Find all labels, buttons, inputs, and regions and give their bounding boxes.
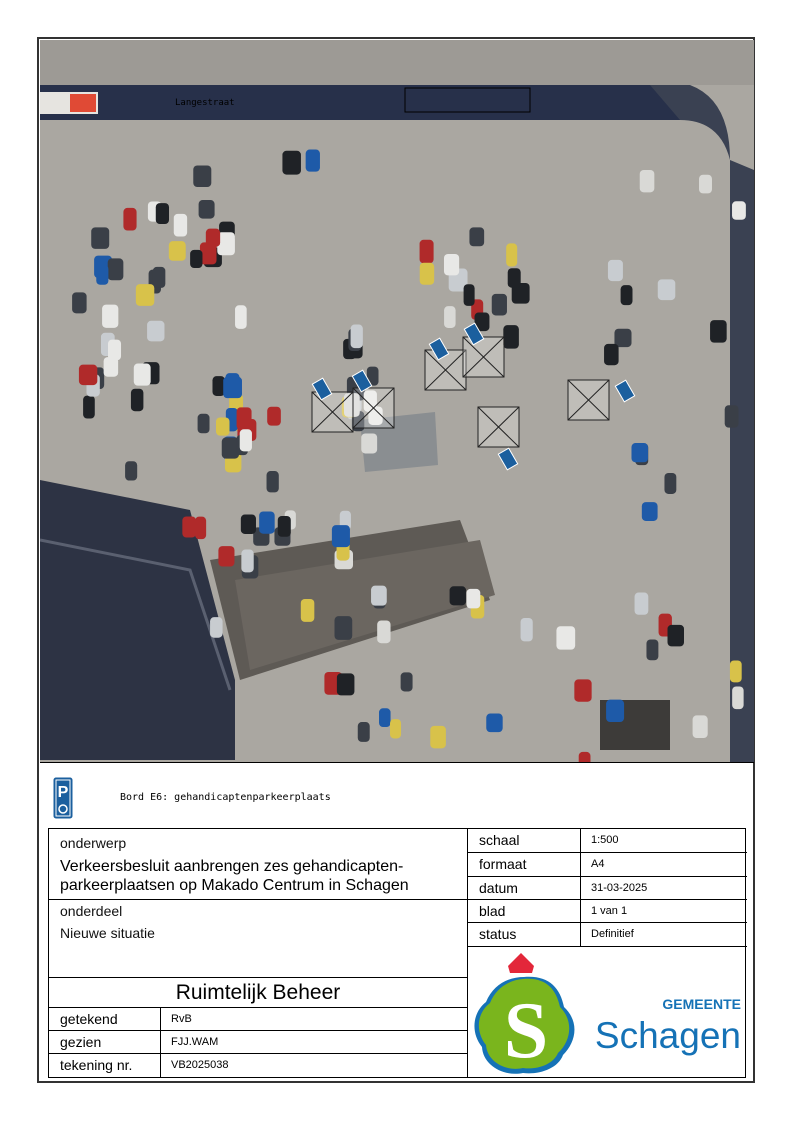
row-label-cell	[49, 1054, 161, 1078]
parked-car	[361, 433, 377, 453]
parked-car	[216, 417, 230, 435]
parked-car	[390, 719, 401, 738]
meta-label-cell	[468, 853, 581, 877]
department-cell	[49, 978, 468, 1008]
parked-car	[377, 620, 390, 643]
parked-car	[579, 752, 591, 762]
meta-value: A4	[591, 858, 605, 870]
parked-car	[469, 227, 484, 246]
parked-car	[640, 170, 655, 192]
parked-car	[182, 516, 196, 537]
meta-label: status	[479, 926, 517, 942]
parked-car	[450, 586, 466, 605]
meta-label: schaal	[479, 832, 520, 848]
parked-car	[693, 715, 708, 738]
parked-car	[664, 473, 676, 494]
parked-car	[83, 396, 95, 419]
row-label: gezien	[60, 1034, 102, 1050]
gemeente-schagen-logo	[468, 947, 746, 1078]
parked-car	[108, 340, 121, 361]
parked-car	[635, 593, 649, 615]
onderwerp-label: onderwerp	[60, 835, 127, 851]
parked-car	[335, 616, 353, 640]
parked-car	[337, 673, 355, 695]
parked-car	[658, 279, 676, 300]
row-value-cell	[161, 1031, 468, 1054]
disabled-parking-space	[463, 337, 504, 377]
meta-label-cell	[468, 923, 581, 947]
parked-car	[379, 708, 391, 727]
disabled-parking-space	[353, 388, 394, 428]
meta-label: formaat	[479, 856, 527, 872]
parked-car	[147, 321, 164, 342]
parked-car	[102, 305, 118, 328]
parked-car	[420, 240, 434, 264]
onderdeel-cell	[49, 900, 468, 978]
parked-car	[222, 438, 239, 459]
e6-disabled-parking-sign-icon	[53, 777, 73, 819]
meta-value-cell	[581, 829, 747, 853]
parked-car	[332, 525, 350, 547]
parked-car	[556, 626, 575, 649]
meta-label-cell	[468, 829, 581, 853]
parked-car	[646, 639, 658, 660]
row-label: getekend	[60, 1011, 118, 1027]
parked-car	[506, 243, 517, 266]
svg-text:S: S	[503, 987, 549, 1075]
meta-label-cell	[468, 900, 581, 923]
parked-car	[301, 599, 315, 622]
parked-car	[134, 364, 151, 386]
parked-car	[351, 325, 363, 349]
row-label-cell	[49, 1008, 161, 1031]
parked-car	[444, 306, 456, 328]
parked-car	[508, 268, 521, 287]
meta-value-cell	[581, 900, 747, 923]
parked-car	[108, 258, 124, 280]
parked-car	[699, 175, 712, 194]
parked-car	[195, 517, 206, 539]
parked-car	[123, 208, 136, 231]
parked-car	[401, 672, 413, 691]
logo-line-1: GEMEENTE	[662, 996, 741, 1012]
onderwerp-cell	[49, 829, 468, 900]
parked-car	[235, 305, 247, 329]
meta-value-cell	[581, 923, 747, 947]
parked-car	[96, 265, 108, 285]
parked-car	[193, 165, 211, 187]
parked-car	[259, 511, 275, 533]
row-label-cell	[49, 1031, 161, 1054]
row-value-cell	[161, 1054, 468, 1078]
parked-car	[79, 365, 97, 385]
parked-car	[725, 405, 739, 427]
parked-car	[267, 407, 281, 426]
parked-car	[732, 686, 743, 709]
parked-car	[604, 344, 619, 365]
parked-car	[732, 201, 746, 219]
meta-label: blad	[479, 903, 506, 919]
meta-value: 1:500	[591, 834, 619, 846]
aerial-map	[40, 40, 754, 762]
legend	[40, 762, 754, 829]
meta-value: Definitief	[591, 928, 634, 940]
disabled-parking-space	[568, 380, 609, 420]
parked-car	[358, 722, 370, 742]
meta-label: datum	[479, 880, 518, 896]
parked-car	[131, 389, 143, 412]
parked-car	[486, 714, 502, 733]
meta-value: 31-03-2025	[591, 882, 648, 894]
parked-car	[267, 471, 279, 492]
parked-car	[521, 618, 533, 641]
title-block	[48, 828, 746, 1078]
row-value: FJJ.WAM	[171, 1036, 219, 1048]
row-value-cell	[161, 1008, 468, 1031]
svg-text:P: P	[57, 784, 69, 801]
row-value: RvB	[171, 1013, 192, 1025]
parked-car	[199, 200, 215, 219]
parked-car	[503, 325, 519, 348]
parked-car	[212, 376, 224, 396]
parked-car	[156, 203, 169, 224]
subject-line-2: parkeerplaatsen op Makado Centrum in Schagen	[60, 877, 409, 894]
parked-car	[91, 227, 109, 249]
meta-value: 1 van 1	[591, 905, 628, 917]
parked-car	[278, 516, 291, 537]
parked-car	[241, 550, 253, 573]
parked-car	[72, 292, 87, 313]
aerial-photo	[40, 40, 754, 762]
meta-label-cell	[468, 877, 581, 900]
parked-car	[306, 150, 320, 172]
parked-car	[169, 241, 186, 261]
disabled-parking-space	[478, 407, 519, 447]
parked-car	[614, 329, 631, 347]
parked-car	[241, 515, 256, 534]
parked-car	[190, 250, 202, 268]
parked-car	[136, 284, 154, 306]
department-name: Ruimtelijk Beheer	[175, 981, 341, 1004]
parked-car	[240, 429, 252, 451]
parked-car	[198, 414, 210, 433]
parked-car	[444, 254, 459, 275]
meta-value-cell	[581, 877, 747, 900]
parked-car	[710, 320, 727, 343]
parked-car	[125, 461, 137, 480]
parked-car	[668, 625, 684, 647]
parked-car	[492, 294, 507, 316]
parked-car	[153, 267, 165, 288]
parked-car	[218, 546, 234, 566]
parked-car	[282, 151, 301, 175]
row-label: tekening nr.	[60, 1057, 133, 1073]
subject-line-1: Verkeersbesluit aanbrengen zes gehandicapten-	[60, 858, 404, 875]
parked-car	[174, 214, 187, 237]
onderdeel-label: onderdeel	[60, 903, 123, 919]
legend-label: Bord E6: gehandicaptenparkeerplaats	[120, 792, 331, 803]
disabled-parking-space	[312, 392, 353, 432]
parked-car	[621, 285, 633, 305]
parked-car	[606, 700, 624, 722]
row-value: VB2025038	[171, 1059, 229, 1071]
subject-title	[60, 857, 409, 895]
parked-car	[371, 586, 387, 606]
parked-car	[225, 373, 239, 392]
parked-car	[206, 229, 220, 247]
parked-car	[642, 502, 658, 521]
meta-value-cell	[581, 853, 747, 877]
parked-car	[730, 661, 742, 683]
parked-car	[574, 679, 591, 701]
parked-car	[631, 443, 648, 462]
street-label: Langestraat	[175, 98, 235, 108]
parked-car	[608, 260, 623, 281]
parked-car	[466, 589, 480, 609]
logo-line-2: Schagen	[594, 1015, 741, 1056]
parked-car	[430, 726, 446, 749]
onderdeel-value: Nieuwe situatie	[60, 925, 155, 941]
parked-car	[210, 617, 223, 638]
parked-car	[420, 263, 434, 285]
parked-car	[464, 284, 475, 306]
